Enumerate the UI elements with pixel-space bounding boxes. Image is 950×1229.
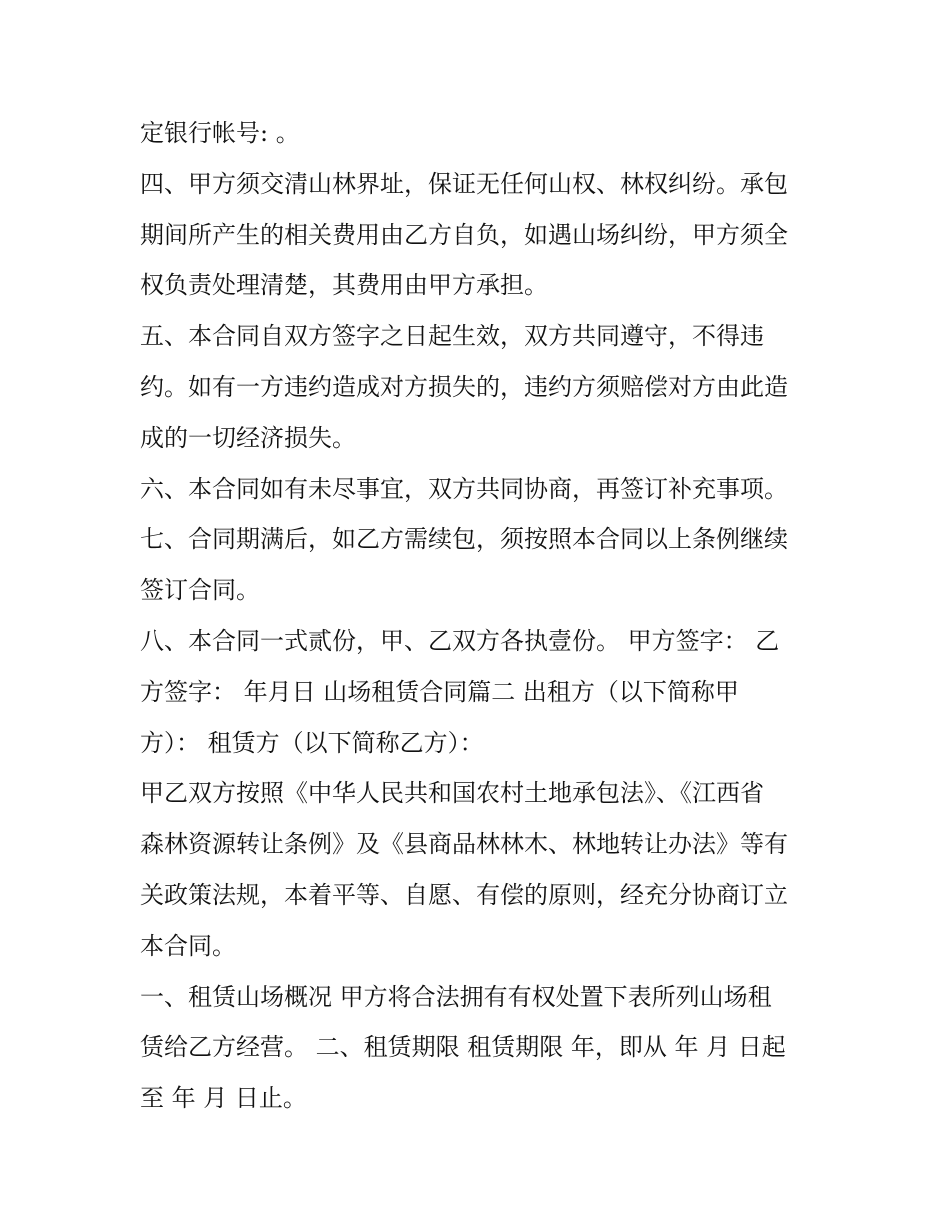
text-line: 权负责处理清楚，其费用由甲方承担。 bbox=[140, 271, 548, 300]
text-line: 赁给乙方经营。 二、租赁期限 租赁期限 年，即从 年 月 日起 bbox=[140, 1033, 786, 1062]
text-line: 方）： 租赁方（以下简称乙方）： bbox=[140, 728, 484, 757]
text-line: 签订合同。 bbox=[140, 576, 260, 605]
contract-body-text bbox=[140, 108, 820, 1124]
text-line: 期间所产生的相关费用由乙方自负，如遇山场纠纷，甲方须全 bbox=[140, 220, 788, 249]
text-line: 甲乙双方按照《中华人民共和国农村土地承包法》、《江西省 bbox=[140, 779, 764, 808]
text-line: 四、甲方须交清山林界址，保证无任何山权、林权纠纷。承包 bbox=[140, 169, 788, 198]
text-line: 成的一切经济损失。 bbox=[140, 423, 356, 452]
text-line: 至 年 月 日止。 bbox=[140, 1084, 307, 1113]
text-line: 方签字： 年月日 山场租赁合同篇二 出租方（以下简称甲 bbox=[140, 677, 739, 706]
text-line: 七、合同期满后，如乙方需续包，须按照本合同以上条例继续 bbox=[140, 525, 788, 554]
text-line: 本合同。 bbox=[140, 931, 236, 960]
text-line: 六、本合同如有未尽事宜，双方共同协商，再签订补充事项。 bbox=[140, 474, 788, 503]
text-line: 关政策法规，本着平等、自愿、有偿的原则，经充分协商订立 bbox=[140, 880, 788, 909]
text-line: 一、租赁山场概况 甲方将合法拥有有权处置下表所列山场租 bbox=[140, 982, 772, 1011]
text-line: 八、本合同一式贰份，甲、乙双方各执壹份。 甲方签字： 乙 bbox=[140, 626, 780, 655]
text-line: 约。如有一方违约造成对方损失的，违约方须赔偿对方由此造 bbox=[140, 372, 788, 401]
text-line: 五、本合同自双方签字之日起生效，双方共同遵守，不得违 bbox=[140, 322, 764, 351]
text-line: 定银行帐号: 。 bbox=[140, 119, 300, 147]
text-line: 森林资源转让条例》及《县商品林林木、林地转让办法》等有 bbox=[140, 830, 788, 859]
